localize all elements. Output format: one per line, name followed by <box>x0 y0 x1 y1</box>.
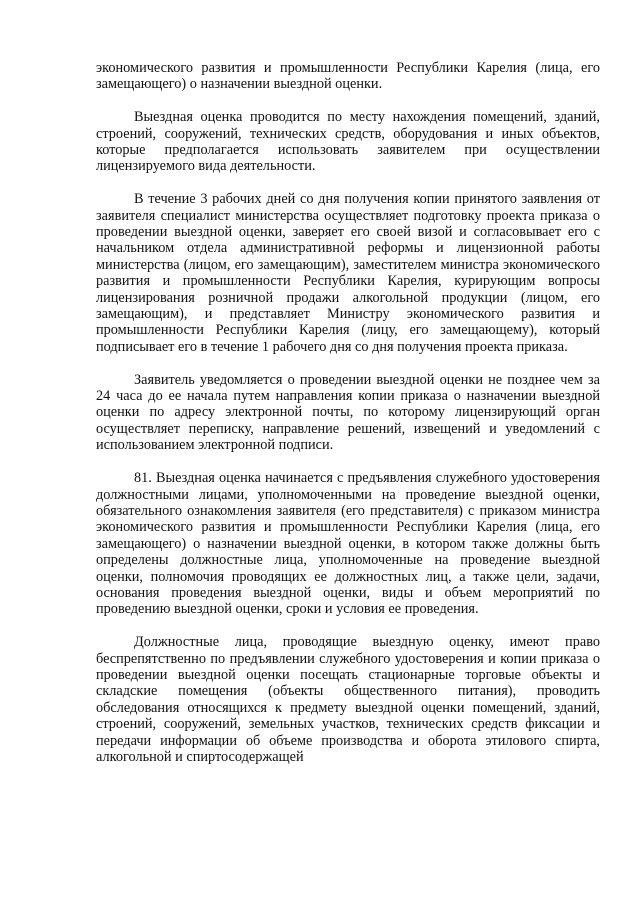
document-page <box>96 60 600 782</box>
paragraph-order-preparation: В течение 3 рабочих дней со дня получения копии принятого заявления от заявителя специалист министерства осуществляет подготовку проекта приказа о проведении выездной оценки, заверяет его своей визой и согласовывает его с начальником отдела административной реформы и лицензионной работы министерства (лицом, его замещающим), заместителем министра экономического развития и промышленности Республики Карелия, курирующим вопросы лицензирования розничной продажи алкогольной продукции (лицом, его замещающим), и представляет Министру экономического развития и промышленности Республики Карелия (лицу, его замещающему), который подписывает его в течение 1 рабочего дня со дня получения проекта приказа. <box>96 191 600 355</box>
paragraph-continuation: экономического развития и промышленности Республики Карелия (лица, его замещающего) о назначении выездной оценки. <box>96 60 600 93</box>
paragraph-81-inspection-start: 81. Выездная оценка начинается с предъявления служебного удостоверения должностными лицами, уполномоченными на проведение выездной оценки, обязательного ознакомления заявителя (его представителя) с приказом министра экономического развития и промышленности Республики Карелия (лица, его замещающего) о назначении выездной оценки, в котором также должны быть определены должностные лица, уполномоченные на проведение выездной оценки, полномочия проводящих ее должностных лиц, а также цели, задачи, основания проведения выездной оценки, виды и объем мероприятий по проведению выездной оценки, сроки и условия ее проведения. <box>96 470 600 618</box>
paragraph-officials-rights: Должностные лица, проводящие выездную оценку, имеют право беспрепятственно по предъявлении служебного удостоверения и копии приказа о проведении выездной оценки посещать стационарные торговые объекты и складские помещения (объекты общественного питания), проводить обследования относящихся к предмету выездной оценки помещений, зданий, строений, сооружений, земельных участков, технических средств фиксации и передачи информации об объеме производства и оборота этилового спирта, алкогольной и спиртосодержащей <box>96 634 600 765</box>
paragraph-applicant-notification: Заявитель уведомляется о проведении выездной оценки не позднее чем за 24 часа до ее начала путем направления копии приказа о назначении выездной оценки по адресу электронной почты, по которому лицензирующий орган осуществляет переписку, направление решений, извещений и уведомлений с использованием электронной подписи. <box>96 371 600 454</box>
paragraph-inspection-location: Выездная оценка проводится по месту нахождения помещений, зданий, строений, сооружений, технических средств, оборудования и иных объектов, которые предполагается использовать заявителем при осуществлении лицензируемого вида деятельности. <box>96 109 600 175</box>
